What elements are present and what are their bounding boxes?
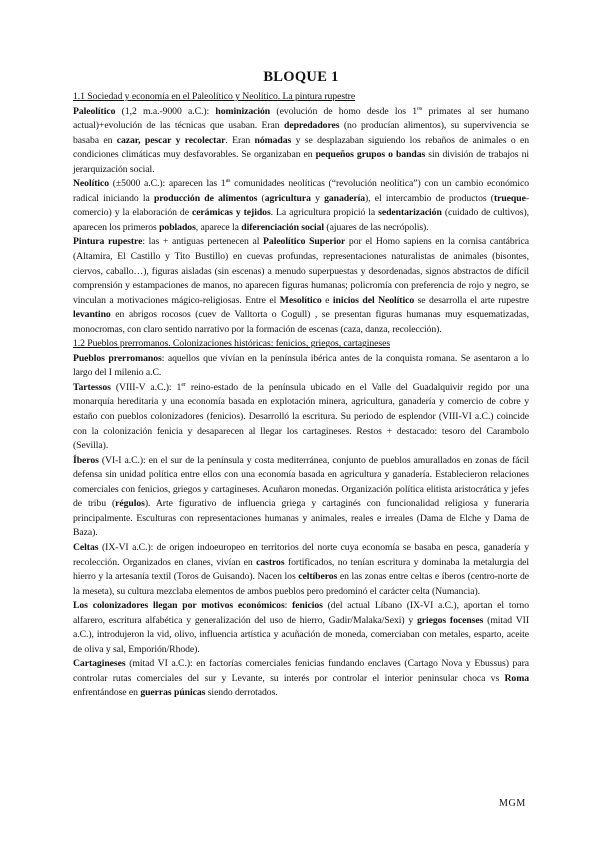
bold-term: Celtas xyxy=(73,541,99,553)
text-run: (IX-VI a.C.): de origen indoeuropeo en territorios del norte cuya economía se basaba en pesca, ganadería y recolección. Organizados en clanes, vivían en xyxy=(73,541,529,568)
bold-term: trueque xyxy=(493,192,526,204)
page-title: BLOQUE 1 xyxy=(263,69,339,85)
bold-term: régulos xyxy=(115,498,145,510)
paragraph xyxy=(73,235,529,337)
bold-term: Mesolítico xyxy=(279,294,322,306)
text-run: sin división de trabajos ni jerarquización social. xyxy=(73,149,529,175)
document-body xyxy=(73,68,529,701)
text-run: ), el intercambio de productos ( xyxy=(365,192,494,204)
text-run: ( xyxy=(257,192,265,204)
bold-term: inicios del Neolítico xyxy=(332,294,415,306)
bold-term: depredadores xyxy=(284,120,340,132)
bold-term: pequeños grupos o bandas xyxy=(315,149,426,161)
text-run: (mitad VII a.C.), introdujeron la vid, olivo, influencia artística y acuñación de moneda, comerciaban con metales, esparto, aceite de oliva y sal, Emporión/Rhode). xyxy=(73,614,529,655)
text-run: en abrigos rocosos (cuev de Valltorta o Cogull) , se presentan figuras humanas muy esquematizadas, monocromas, con claro sentido narrativo por la formación de escenas (caza, danza, recolección). xyxy=(73,309,529,335)
bold-term: Paleolítico xyxy=(73,105,116,117)
bold-term: nómadas xyxy=(254,134,292,146)
text-run: : xyxy=(284,600,293,612)
text-run: (del actual Líbano (IX-VI a.C.), aportan el torno alfarero, escritura alfabética y generalización del uso de hierro, Gadir/Malaka/Sexi) y xyxy=(73,600,529,626)
text-run: . La agricultura propició la xyxy=(270,207,379,219)
text-run: fortificados, no tenían escritura y dominaba la metalurgia del hierro y la artesanía textil (Toros de Guisando). Nacen los xyxy=(73,556,529,583)
text-run: (VIII-V a.C.): 1 xyxy=(110,381,182,393)
text-run: (ajuares de las necrópolis). xyxy=(324,221,429,233)
text-run: (1,2 m.a.-9000 a.C.): xyxy=(115,105,216,117)
section-heading: 1.2 Pueblos prerromanos. Colonizaciones históricas: fenicios, griegos, cartagineses xyxy=(73,338,391,350)
bold-term: producción de alimentos xyxy=(153,192,258,204)
bold-term: Neolítico xyxy=(73,178,110,190)
superscript-text: er xyxy=(181,381,186,388)
paragraph xyxy=(73,177,529,235)
bold-term: Pintura rupestre xyxy=(73,236,143,248)
text-run: reino-estado de la península ubicado en el Valle del Guadalquivir regido por una monarquía hereditaria y una economía basada en explotación minera, agricultura, ganadería y comercio de cobre y estaño con pueblos colonizadores (fenicios). Desarrolló la escritura. Su periodo de esplendor (VIII-VI a.C.) coincide con la colonización fenicia y desaparecen al llegar los cartagineses. Restos + destacado: tesoro del Carambolo (Sevilla). xyxy=(73,381,529,452)
bold-term: ganadería xyxy=(324,192,365,204)
bold-term: agricultura xyxy=(264,192,311,204)
text-run: : las + antiguas pertenecen al xyxy=(142,236,264,248)
paragraph xyxy=(73,657,529,701)
text-run: y se desplazaban siguiendo los rebaños de animales o en condiciones climáticas muy desfavorables. Se organizaban en xyxy=(73,134,530,161)
section-heading: 1.1 Sociedad y economía en el Paleolítico y Neolítico. La pintura rupestre xyxy=(73,91,356,102)
bold-term: cerámicas y tejidos xyxy=(191,207,271,219)
text-run: . Eran xyxy=(225,134,255,146)
superscript-text: as xyxy=(225,178,231,185)
text-run: : aquellos que vivían en la península ibérica antes de la conquista romana. Se asentaron a lo largo del I milenio a.C. xyxy=(73,352,529,379)
text-run: y xyxy=(310,192,325,204)
bold-term: sedentarización xyxy=(378,207,442,219)
paragraph xyxy=(73,541,529,599)
bold-term: Roma xyxy=(504,672,529,684)
paragraph xyxy=(73,381,529,454)
paragraph xyxy=(73,352,529,381)
text-run: , aparece la xyxy=(195,221,242,233)
footer-initials: MGM xyxy=(499,798,526,809)
text-run: comunidades neolíticas (“revolución neolítica”) con un cambio económico radical iniciando la xyxy=(73,178,529,204)
bold-term: diferenciación social xyxy=(241,221,325,233)
bold-term: Los colonizadores llegan por motivos económicos xyxy=(73,600,285,612)
text-run: ). Arte figurativo de influencia griega y cartaginés con funcionalidad religiosa y funeraria principalmente. Esculturas con representaciones humanas y animales, reales e irreales (Dama de Elche y Dama de Baza). xyxy=(73,498,529,539)
paragraph xyxy=(73,105,529,178)
text-run: en las zonas entre celtas e íberos (centro-norte de la meseta), su cultura mezclaba elementos de ambos pueblos pero predominó el carácter celta (Numancia). xyxy=(73,571,529,597)
bold-term: Paleolítico Superior xyxy=(263,236,346,248)
bold-term: Íberos xyxy=(73,454,99,466)
text-run: (mitad VI a.C.): en factorías comerciales fenicias fundando enclaves (Cartago Nova y Ebussus) para controlar rutas comerciales del sur y Levante, su interés por controlar el interior peninsular choca vs xyxy=(73,658,529,684)
text-run: e xyxy=(321,294,333,306)
paragraph xyxy=(73,599,529,657)
bold-term: castros xyxy=(256,556,285,568)
bold-term: cazar, pescar y recolectar xyxy=(116,134,226,146)
bold-term: hominización xyxy=(215,105,271,117)
bold-term: fenicios xyxy=(292,600,323,612)
bold-term: griegos focenses xyxy=(416,614,484,626)
bold-term: guerras púnicas xyxy=(140,687,206,699)
text-run: primates al ser humano actual)+evolución de las técnicas que usaban. Eran xyxy=(73,105,529,132)
bold-term: celtíberos xyxy=(298,571,338,583)
text-run: (no producían alimentos), su supervivencia se basaba en xyxy=(73,120,530,146)
bold-term: Pueblos prerromanos xyxy=(73,352,162,364)
text-run: (VI-I a.C.): en el sur de la península y costa mediterránea, conjunto de pueblos amurallados en zonas de fácil defensa sin unidad política entre ellos con una economía basada en agricultura y ganadería. Establecieron relaciones comerciales con fenicios, griegos y cartagineses. Acuñaron monedas. Organización política elitista aristocrática y jefes de tribu ( xyxy=(73,454,529,510)
bold-term: Cartagineses xyxy=(73,658,126,670)
bold-term: levantino xyxy=(73,309,111,321)
text-run: (±5000 a.C.): aparecen las 1 xyxy=(109,178,226,190)
bold-term: poblados xyxy=(159,221,196,233)
bold-term: Tartessos xyxy=(73,381,111,393)
text-run: (evolución de homo desde los 1 xyxy=(270,105,418,117)
text-run: enfrentándose en xyxy=(73,687,141,699)
superscript-text: os xyxy=(417,105,423,112)
text-run: siendo derrotados. xyxy=(205,687,278,699)
text-run: -comercio) y la elaboración de xyxy=(73,192,529,219)
text-run: se desarrolla el arte rupestre xyxy=(414,294,529,306)
text-run: (cuidado de cultivos), aparecen los primeros xyxy=(73,207,529,233)
text-run: por el Homo sapiens en la cornisa cantábrica (Altamira, El Castillo y Tito Bustillo) en cuevas profundas, representaciones naturalistas de animales (bisontes, ciervos, caballo…), figuras aisladas (sin escenas) a menudo superpuestas y desordenadas, signos abstractos de difícil comprensión y estampaciones de manos, no aparecen figuras humanas; policromía con preferencia de rojo y negro, se vinculan a motivaciones mágico-religiosas. Entre el xyxy=(73,236,529,306)
paragraph xyxy=(73,454,529,541)
